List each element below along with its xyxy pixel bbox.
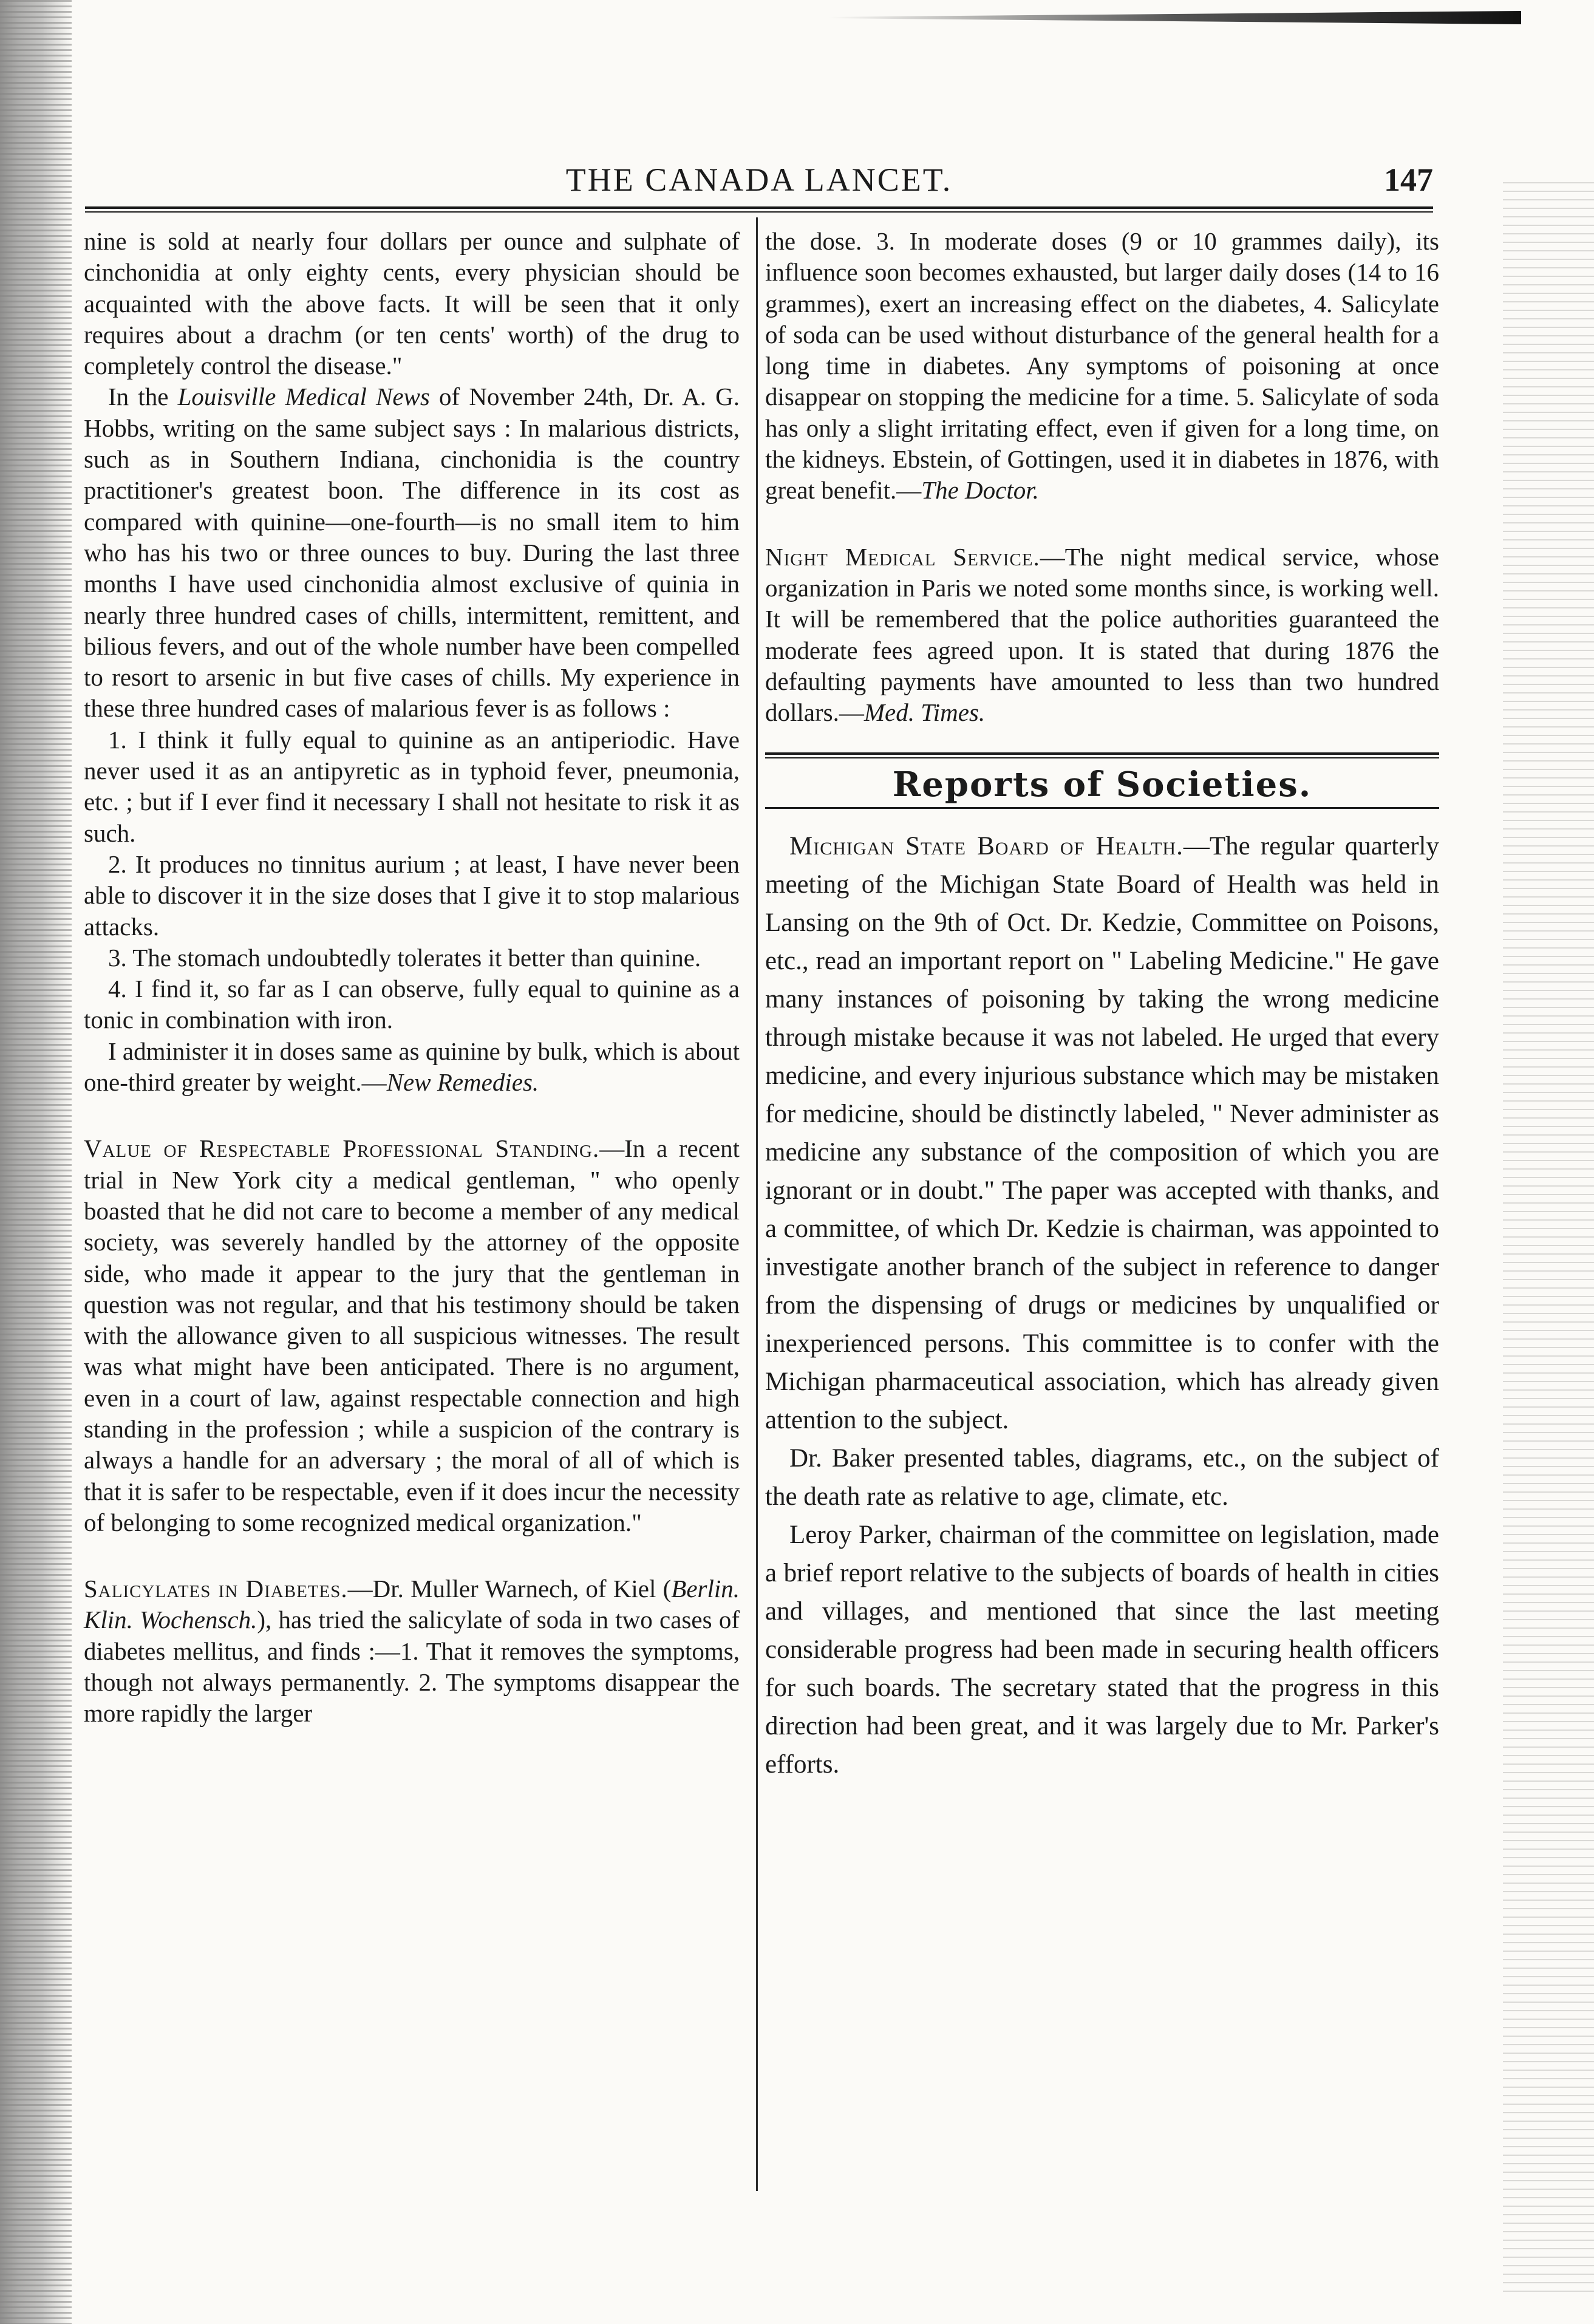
article-paragraph: Salicylates in Diabetes.—Dr. Muller Warnech, of Kiel (Berlin. Klin. Wochensch.), has tried the salicylate of soda in two cases of diabetes mellitus, and finds :—1. That it removes the symptoms, though not always permanently. 2. The symptoms disappear the more rapidly the larger xyxy=(84,1575,740,1728)
article-paragraph: Value of Respectable Professional Standing.—In a recent trial in New York city a medical gentleman, " who openly boasted that he did not care to become a member of any medical society, was severely handled by the attorney of the opposite side, who made it appear to the jury that the gentleman in question was not regular, and that his testimony should be taken with the allowance given to all suspicious witnesses. The result was what might have been anticipated. There is no argument, even in a court of law, against respectable connection and high standing in the profession ; while a suspicion of the contrary is always a handle for an adversary ; the moral of all of which is that it is safer to be respectable, even if it does incur the necessity of belonging to some recognized medical organization." xyxy=(84,1134,740,1536)
article-paragraph: In the Louisville Medical News of November 24th, Dr. A. G. Hobbs, writing on the same subject says : In malarious districts, such as in Southern Indiana, cinchonidia is the country practitioner's greatest boon. The difference in its cost as compared with quinine—one-fourth—is no small item to him who has his two or three ounces to buy. During the last three months I have used cinchonidia almost exclusive of quinia in nearly three hundred cases of chills, intermittent, remittent, and bilious fevers, and out of the whole number have been compelled to resort to arsenic in but five cases of chills. My experience in these three hundred cases of malarious fever is as follows : xyxy=(84,383,740,723)
article-paragraph: Michigan State Board of Health.—The regular quarterly meeting of the Michigan State Board of Health was held in Lansing on the 9th of Oct. Dr. Kedzie, Committee on Poisons, etc., read an important report on " Labeling Medicine." He gave many instances of poisoning by taking the wrong medicine through mistake because it was not labeled. He urged that every medicine, and every injurious substance which may be mistaken for medicine, should be distinctly labeled, " Never administer as medicine any substance of the composition of which you are ignorant or in doubt." The paper was accepted with thanks, and a committee, of which Dr. Kedzie is chairman, was appointed to investigate another branch of the subject in reference to danger from the dispensing of drugs or medicines by unqualified or inexperienced persons. This committee is to confer with the Michigan pharmaceutical association, which has already given attention to the subject. xyxy=(765,831,1439,1434)
source-citation: Med. Times. xyxy=(863,698,986,727)
left-column xyxy=(84,226,740,1729)
article-paragraph: Dr. Baker presented tables, diagrams, etc., on the subject of the death rate as relative to age, climate, etc. xyxy=(765,1443,1439,1511)
book-binding-edge xyxy=(0,0,72,2324)
section-rule xyxy=(765,752,1439,758)
article-heading: Michigan State Board of Health. xyxy=(789,831,1184,860)
article-heading: Night Medical Service. xyxy=(765,542,1040,571)
header-rule xyxy=(85,206,1433,213)
list-item: 3. The stomach undoubtedly tolerates it better than quinine. xyxy=(108,943,701,972)
right-column xyxy=(765,226,1439,1784)
journal-title: THE CANADA LANCET. xyxy=(565,162,953,198)
journal-citation: Berlin. Klin. Wochensch. xyxy=(84,1575,740,1634)
section-rule xyxy=(765,807,1439,809)
article-paragraph: Night Medical Service.—The night medical service, whose organization in Paris we noted some months since, is working well. It will be remembered that the police authorities guaranteed the moderate fees agreed upon. It is stated that during 1876 the defaulting payments have amounted to less than two hundred dollars.—Med. Times. xyxy=(765,542,1439,727)
article-paragraph: I administer it in doses same as quinine by bulk, which is about one-third greater by weight.—New Remedies. xyxy=(84,1037,740,1097)
article-paragraph: the dose. 3. In moderate doses (9 or 10 grammes daily), its influence soon becomes exhausted, but larger daily doses (14 to 16 grammes), exert an increasing effect on the diabetes, 4. Salicylate of soda can be used without disturbance of the general health for a long time in diabetes. Any symptoms of poisoning at once disappear on stopping the medicine for a time. 5. Salicylate of soda has only a slight irritating effect, even if given for a long time, on the kidneys. Ebstein, of Gottingen, used it in diabetes in 1876, with great benefit.—The Doctor. xyxy=(765,227,1439,505)
journal-citation: Louisville Medical News xyxy=(177,383,430,411)
list-item: 2. It produces no tinnitus aurium ; at least, I have never been able to discover it in the size doses that I give it to stop malarious attacks. xyxy=(84,850,740,941)
running-header xyxy=(85,159,1433,200)
column-divider xyxy=(756,217,758,2191)
section-title: Reports of Societies. xyxy=(892,765,1312,805)
source-citation: The Doctor. xyxy=(921,476,1039,505)
article-paragraph: Leroy Parker, chairman of the committee on legislation, made a brief report relative to the subjects of boards of health in cities and villages, and mentioned that since the last meeting considerable progress had been made in securing health officers for such boards. The secretary stated that the progress in this direction had been great, and it was largely due to Mr. Parker's efforts. xyxy=(765,1520,1439,1779)
list-item: 4. I find it, so far as I can observe, fully equal to quinine as a tonic in combination with iron. xyxy=(84,975,740,1034)
article-heading: Salicylates in Diabetes. xyxy=(84,1575,348,1603)
article-heading: Value of Respectable Professional Standing. xyxy=(84,1134,600,1163)
list-item: 1. I think it fully equal to quinine as an antiperiodic. Have never used it as an antipyretic as in typhoid fever, pneumonia, etc. ; but if I ever find it necessary I shall not hesitate to risk it as such. xyxy=(84,725,740,847)
top-ornament-rule xyxy=(829,11,1521,24)
page-number: 147 xyxy=(1384,162,1433,198)
page-edge-bleed xyxy=(1503,182,1594,2295)
article-paragraph: nine is sold at nearly four dollars per ounce and sulphate of cinchonidia at only eighty cents, every physician should be acquainted with the above facts. It will be seen that it only requires about a drachm (or ten cents' worth) of the drug to completely control the disease." xyxy=(84,227,740,380)
source-citation: New Remedies. xyxy=(386,1068,539,1097)
